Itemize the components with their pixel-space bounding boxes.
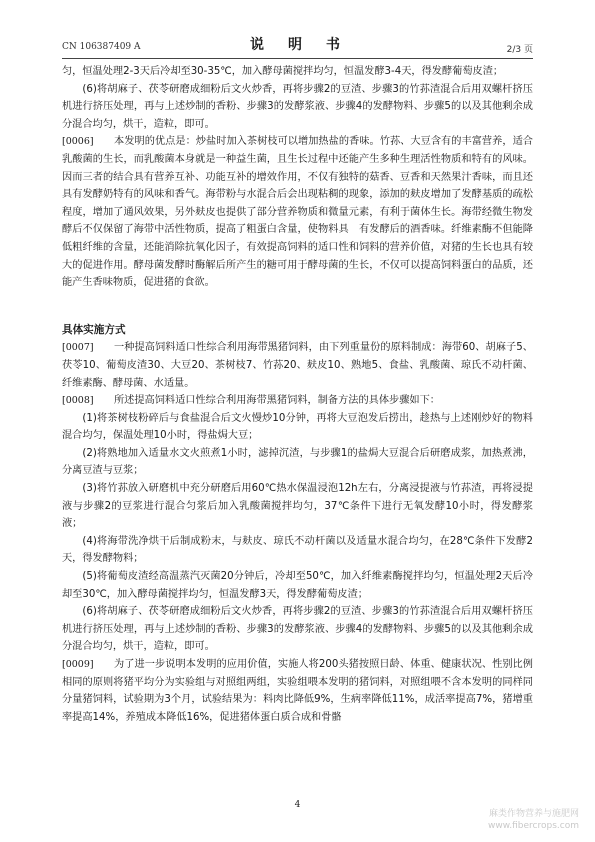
document-title: 说 明 书 <box>250 37 345 53</box>
paragraph-number: [0006] <box>62 136 94 148</box>
continued-paragraph: 匀，恒温处理2-3天后冷却至30-35℃，加入酵母菌搅拌均匀，恒温发酵3-4天，得发酵葡萄皮渣； <box>62 66 504 77</box>
paragraph-text: 本发明的优点是：炒盐时加入茶树枝可以增加热盐的香味。竹荪、大豆含有的丰富营养，适合乳酸菌的生长，而乳酸菌本身就是一种益生菌，且生长过程中还能产生多种生理活性物质和特有的风味。因而三者的结合具有营养互补、功能互补的增效作用，不仅有独特的菇香、豆香和天然果汁香味，而且还具有发酵奶特有的风味和香气。海带粉与水混合后会出现粘稠的现象，添加的麸皮增加了发酵基质的疏松程度，增加了通风效果，另外麸皮也提供了部分营养物质和微量元素，有利于菌体生长。海带经微生物发酵后不仅保留了海带中活性物质，提高了粗蛋白含量，使物料具 有发酵后的酒香味。纤维素酶不但能降低粗纤维的含量，还能消除抗氧化因子，有效提高饲料的适口性和饲料的营养价值，对猪的生长也具有较大的促进作用。酵母菌发酵时酶解后所产生的糖可用于酵母菌的生长，不仅可以提高饲料蛋白的品质，还能产生香味物质，促进猪的食欲。 <box>62 136 533 289</box>
document-body <box>62 63 533 726</box>
paragraph-text: 一种提高饲料适口性综合利用海带黑猪饲料，由下列重量份的原料制成：海带60、胡麻子5、茯苓10、葡萄皮渣30、大豆20、茶树枝7、竹荪20、麸皮10、熟地5、食盐、乳酸菌、琼氏不动杆菌、纤维素酶、酵母菌、水适量。 <box>62 342 533 389</box>
step-paragraph: (1)将茶树枝粉碎后与食盐混合后文火慢炒10分钟，再将大豆泡发后捞出，趁热与上述刚炒好的物料混合均匀，保温处理10小时，得盐焗大豆； <box>62 412 533 442</box>
step-paragraph: (6)将胡麻子、茯苓研磨成细粉后文火炒香，再将步骤2的豆渣、步骤3的竹荪渣混合后用双螺杆挤压机进行挤压处理，再与上述炒制的香粉、步骤3的发酵浆液、步骤4的发酵物料、步骤5的以及其他剩余成分混合均匀，烘干，造粒，即可。 <box>62 606 533 653</box>
paragraph-number: [0008] <box>62 395 94 407</box>
numbered-paragraph <box>62 339 533 392</box>
numbered-paragraph <box>62 392 533 410</box>
section-heading: 具体实施方式 <box>62 323 126 336</box>
paragraph-text: 为了进一步说明本发明的应用价值，实施人将200头猪按照日龄、体重、健康状况、性别比例相同的原则将猪平均分为实验组与对照组两组，实验组喂本发明的猪饲料，对照组喂不含本发明的同样同分量猪饲料，试验期为3个月，试验结果为：料肉比降低9%，生病率降低11%，成活率提高7%，猪增重率提高14%，养殖成本降低16%，促进猪体蛋白质合成和骨骼 <box>62 659 533 723</box>
paragraph-number: [0009] <box>62 659 94 670</box>
header-divider <box>62 58 533 59</box>
watermark-site-name: 麻类作物营养与施肥网 <box>488 809 579 819</box>
step-paragraph: (4)将海带洗净烘干后制成粉末，与麸皮、琼氏不动杆菌以及适量水混合均匀，在28℃条件下发酵2天，得发酵物料； <box>62 535 533 565</box>
page-header <box>62 34 533 56</box>
site-watermark <box>409 808 579 832</box>
watermark-url: www.fibercrops.com <box>488 821 579 831</box>
page-indicator: 2/3 页 <box>506 45 533 55</box>
page-number: 4 <box>294 800 301 810</box>
step-paragraph: (2)将熟地加入适量水文火煎煮1小时，滤掉沉渣，与步骤1的盐焗大豆混合后研磨成浆，加热煮沸，分离豆渣与豆浆； <box>62 447 533 477</box>
step-paragraph: (3)将竹荪放入研磨机中充分研磨后用60℃热水保温浸泡12h左右，分离浸提液与竹荪渣，再将浸提液与步骤2的豆浆进行混合匀浆后加入乳酸菌搅拌均匀，37℃条件下进行无氧发酵10小时，得发酵浆液； <box>62 483 533 530</box>
step-paragraph: (5)将葡萄皮渣经高温蒸汽灭菌20分钟后，冷却至50℃，加入纤维素酶搅拌均匀，恒温处理2天后冷却至30℃，加入酵母菌搅拌均匀，恒温发酵3天，得发酵葡萄皮渣； <box>62 571 533 600</box>
paragraph-text: 所述提高饲料适口性综合利用海带黑猪饲料，制备方法的具体步骤如下： <box>114 395 440 407</box>
numbered-paragraph <box>62 133 533 291</box>
document-number: CN 106387409 A <box>62 42 141 52</box>
step-paragraph: (6)将胡麻子、茯苓研磨成细粉后文火炒香，再将步骤2的豆渣、步骤3的竹荪渣混合后用双螺杆挤压机进行挤压处理，再与上述炒制的香粉、步骤3的发酵浆液、步骤4的发酵物料、步骤5的以及其他剩余成分混合均匀，烘干，造粒，即可。 <box>62 83 533 130</box>
paragraph-number: [0007] <box>62 342 94 354</box>
numbered-paragraph <box>62 656 533 726</box>
